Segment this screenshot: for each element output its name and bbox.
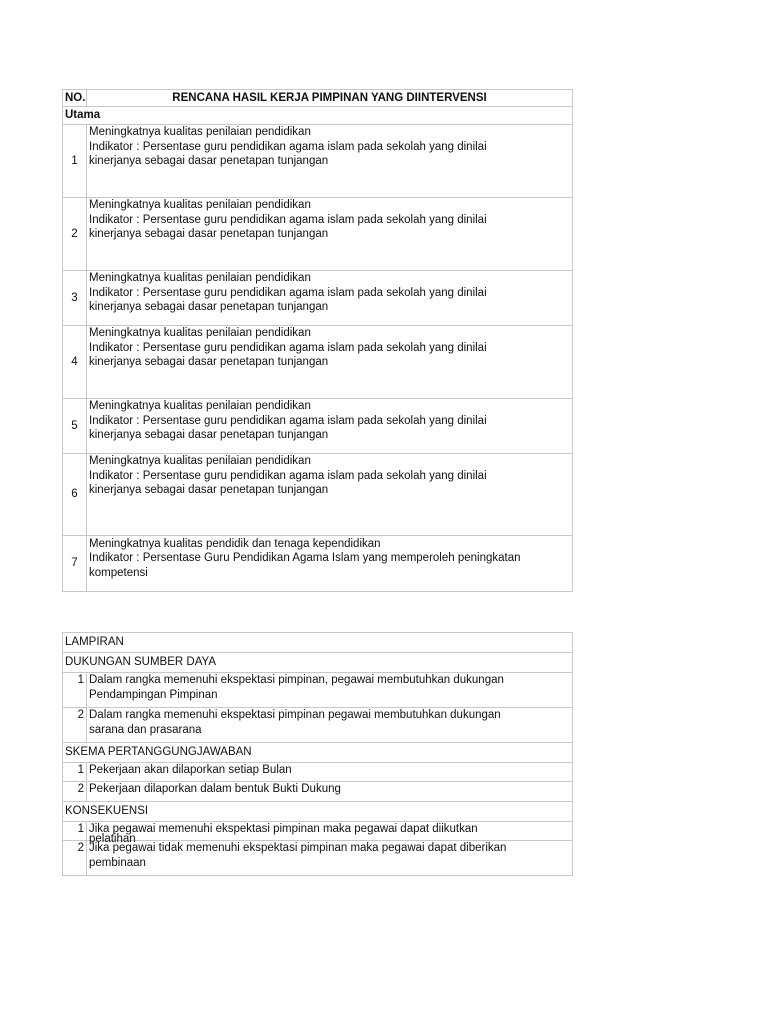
header-title: RENCANA HASIL KERJA PIMPINAN YANG DIINTERVENSI (87, 90, 573, 107)
row-text (87, 399, 573, 454)
row-indicator: Indikator : Persentase guru pendidikan agama islam pada sekolah yang dinilai (89, 286, 487, 299)
konsekuensi-title: KONSEKUENSI (63, 802, 573, 822)
item-text (87, 708, 573, 743)
item-number: 2 (63, 708, 87, 743)
row-indicator-cont: kinerjanya sebagai dasar penetapan tunjangan (89, 301, 329, 313)
row-indicator: Indikator : Persentase Guru Pendidikan Agama Islam yang memperoleh peningkatan (89, 552, 521, 564)
table-row (63, 536, 573, 592)
list-item (63, 841, 573, 876)
table-row (63, 399, 573, 454)
row-number: 1 (63, 125, 87, 198)
dukungan-title-row (63, 653, 573, 673)
konsekuensi-title-row (63, 802, 573, 822)
table-header-row (63, 90, 573, 107)
item-line: pembinaan (89, 856, 146, 869)
row-title: Meningkatnya kualitas penilaian pendidikan (89, 455, 311, 467)
item-text (87, 673, 573, 708)
table-row (63, 271, 573, 326)
lampiran-title: LAMPIRAN (63, 633, 573, 653)
row-number: 7 (63, 536, 87, 592)
row-text (87, 536, 573, 592)
row-number: 6 (63, 454, 87, 536)
section-label: Utama (63, 107, 573, 125)
row-indicator-cont: kompetensi (89, 566, 148, 579)
row-title: Meningkatnya kualitas penilaian pendidikan (89, 126, 311, 138)
item-number: 1 (63, 822, 87, 841)
table-row (63, 454, 573, 536)
row-number: 5 (63, 399, 87, 454)
row-text (87, 454, 573, 536)
row-title: Meningkatnya kualitas penilaian pendidikan (89, 400, 311, 412)
row-indicator-cont: kinerjanya sebagai dasar penetapan tunjangan (89, 484, 329, 496)
row-text (87, 198, 573, 271)
item-line: sarana dan prasarana (89, 723, 202, 736)
row-indicator-cont: kinerjanya sebagai dasar penetapan tunjangan (89, 356, 329, 368)
row-number: 3 (63, 271, 87, 326)
table-row (63, 326, 573, 399)
header-no: NO. (63, 90, 87, 107)
skema-title: SKEMA PERTANGGUNGJAWABAN (63, 743, 573, 763)
item-line: Jika pegawai tidak memenuhi ekspektasi pimpinan maka pegawai dapat diberikan (89, 842, 507, 854)
skema-title-row (63, 743, 573, 763)
list-item (63, 822, 573, 841)
row-indicator: Indikator : Persentase guru pendidikan agama islam pada sekolah yang dinilai (89, 469, 487, 482)
item-line: Dalam rangka memenuhi ekspektasi pimpinan pegawai membutuhkan dukungan (89, 709, 501, 721)
row-number: 2 (63, 198, 87, 271)
list-item (63, 708, 573, 743)
row-text (87, 125, 573, 198)
row-title: Meningkatnya kualitas penilaian pendidikan (89, 199, 311, 211)
row-indicator-cont: kinerjanya sebagai dasar penetapan tunjangan (89, 228, 329, 240)
item-text: Pekerjaan dilaporkan dalam bentuk Bukti Dukung (87, 782, 573, 802)
row-number: 4 (63, 326, 87, 399)
item-number: 2 (63, 782, 87, 802)
item-line: Dalam rangka memenuhi ekspektasi pimpinan, pegawai membutuhkan dukungan (89, 674, 504, 686)
item-text (87, 822, 573, 845)
dukungan-title: DUKUNGAN SUMBER DAYA (63, 653, 573, 673)
row-indicator: Indikator : Persentase guru pendidikan agama islam pada sekolah yang dinilai (89, 140, 487, 153)
table-row (63, 198, 573, 271)
item-line: Jika pegawai memenuhi ekspektasi pimpinan maka pegawai dapat diikutkan (89, 823, 478, 835)
row-indicator: Indikator : Persentase guru pendidikan agama islam pada sekolah yang dinilai (89, 414, 487, 427)
item-number: 2 (63, 841, 87, 876)
row-title: Meningkatnya kualitas pendidik dan tenaga kependidikan (89, 537, 381, 550)
table-row (63, 125, 573, 198)
row-indicator: Indikator : Persentase guru pendidikan agama islam pada sekolah yang dinilai (89, 341, 487, 354)
row-indicator-cont: kinerjanya sebagai dasar penetapan tunjangan (89, 155, 329, 167)
lampiran-table (62, 632, 573, 876)
row-text (87, 326, 573, 399)
row-title: Meningkatnya kualitas penilaian pendidikan (89, 272, 311, 284)
item-number: 1 (63, 673, 87, 708)
list-item (63, 782, 573, 802)
item-text (87, 841, 573, 876)
item-number: 1 (63, 763, 87, 782)
row-indicator: Indikator : Persentase guru pendidikan agama islam pada sekolah yang dinilai (89, 213, 487, 226)
rhk-table (62, 89, 573, 592)
item-line: pelatihan (89, 833, 136, 845)
list-item (63, 673, 573, 708)
row-text (87, 271, 573, 326)
lampiran-title-row (63, 633, 573, 653)
list-item (63, 763, 573, 782)
section-row (63, 107, 573, 125)
item-text: Pekerjaan akan dilaporkan setiap Bulan (87, 763, 573, 782)
item-line: Pendampingan Pimpinan (89, 688, 218, 701)
row-title: Meningkatnya kualitas penilaian pendidikan (89, 327, 311, 339)
row-indicator-cont: kinerjanya sebagai dasar penetapan tunjangan (89, 429, 329, 441)
